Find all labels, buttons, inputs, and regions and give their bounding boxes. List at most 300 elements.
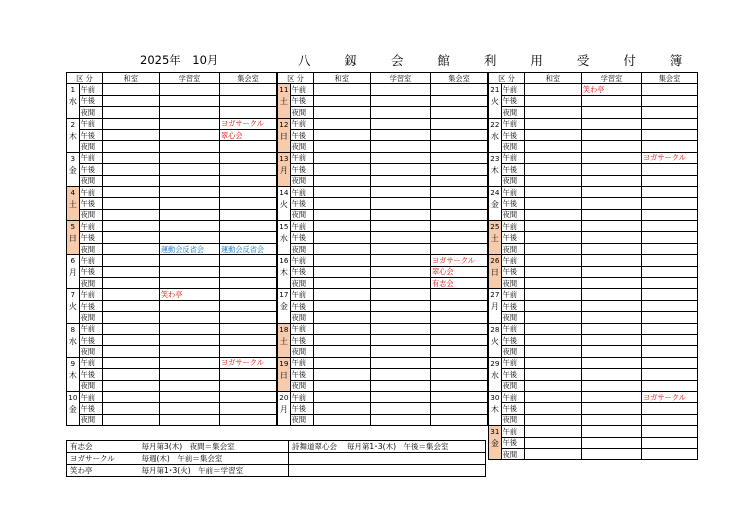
washitsu-slot[interactable] xyxy=(524,164,581,175)
shukai-slot[interactable] xyxy=(430,289,487,300)
gakushu-slot[interactable] xyxy=(159,414,219,425)
shukai-slot[interactable] xyxy=(430,186,487,197)
shukai-slot[interactable] xyxy=(219,107,276,118)
gakushu-slot[interactable] xyxy=(159,300,219,311)
shukai-slot[interactable]: 翠心会 xyxy=(430,266,487,277)
washitsu-slot[interactable] xyxy=(524,107,581,118)
shukai-slot[interactable] xyxy=(642,175,698,186)
gakushu-slot[interactable] xyxy=(370,141,430,152)
gakushu-slot[interactable] xyxy=(159,357,219,368)
shukai-slot[interactable] xyxy=(219,164,276,175)
gakushu-slot[interactable] xyxy=(159,175,219,186)
gakushu-slot[interactable] xyxy=(581,278,641,289)
gakushu-slot[interactable] xyxy=(581,312,641,323)
period-label: 午後 xyxy=(79,164,102,175)
washitsu-slot[interactable] xyxy=(313,300,370,311)
shukai-slot[interactable] xyxy=(642,186,698,197)
gakushu-slot[interactable] xyxy=(370,403,430,414)
washitsu-slot[interactable] xyxy=(102,95,159,106)
washitsu-slot[interactable] xyxy=(524,312,581,323)
washitsu-slot[interactable] xyxy=(524,255,581,266)
washitsu-slot[interactable] xyxy=(524,369,581,380)
washitsu-slot[interactable] xyxy=(524,346,581,357)
washitsu-slot[interactable] xyxy=(102,346,159,357)
shukai-slot[interactable] xyxy=(642,255,698,266)
period-row xyxy=(489,369,698,380)
gakushu-slot[interactable] xyxy=(370,369,430,380)
shukai-slot[interactable] xyxy=(642,289,698,300)
washitsu-slot[interactable] xyxy=(102,141,159,152)
shukai-slot[interactable] xyxy=(219,414,276,425)
washitsu-slot[interactable] xyxy=(102,118,159,129)
shukai-slot[interactable] xyxy=(430,243,487,254)
washitsu-slot[interactable] xyxy=(102,198,159,209)
shukai-slot[interactable] xyxy=(642,221,698,232)
gakushu-slot[interactable] xyxy=(370,278,430,289)
washitsu-slot[interactable] xyxy=(313,346,370,357)
shukai-slot[interactable] xyxy=(642,300,698,311)
washitsu-slot[interactable] xyxy=(524,84,581,95)
washitsu-slot[interactable] xyxy=(102,164,159,175)
washitsu-slot[interactable] xyxy=(102,357,159,368)
gakushu-slot[interactable] xyxy=(370,129,430,140)
shukai-slot[interactable] xyxy=(642,369,698,380)
washitsu-slot[interactable] xyxy=(102,323,159,334)
shukai-slot[interactable] xyxy=(642,448,698,459)
washitsu-slot[interactable] xyxy=(313,129,370,140)
gakushu-slot[interactable] xyxy=(159,95,219,106)
shukai-slot[interactable] xyxy=(642,380,698,391)
gakushu-slot[interactable] xyxy=(159,323,219,334)
gakushu-slot[interactable] xyxy=(159,118,219,129)
washitsu-slot[interactable] xyxy=(524,243,581,254)
shukai-slot[interactable] xyxy=(642,278,698,289)
period-label: 午前 xyxy=(79,118,102,129)
shukai-slot[interactable] xyxy=(430,323,487,334)
washitsu-slot[interactable] xyxy=(313,357,370,368)
gakushu-slot[interactable] xyxy=(370,84,430,95)
gakushu-slot[interactable] xyxy=(370,95,430,106)
shukai-slot[interactable] xyxy=(219,84,276,95)
gakushu-slot[interactable] xyxy=(159,198,219,209)
gakushu-slot[interactable] xyxy=(159,380,219,391)
washitsu-slot[interactable] xyxy=(102,391,159,402)
gakushu-slot[interactable] xyxy=(370,357,430,368)
shukai-slot[interactable]: ヨガサークル xyxy=(642,152,698,163)
washitsu-slot[interactable] xyxy=(524,129,581,140)
shukai-slot[interactable] xyxy=(430,403,487,414)
shukai-slot[interactable] xyxy=(642,266,698,277)
washitsu-slot[interactable] xyxy=(313,84,370,95)
gakushu-slot[interactable] xyxy=(159,266,219,277)
gakushu-slot[interactable] xyxy=(159,391,219,402)
gakushu-slot[interactable] xyxy=(581,243,641,254)
gakushu-slot[interactable] xyxy=(581,175,641,186)
washitsu-slot[interactable] xyxy=(102,175,159,186)
washitsu-slot[interactable] xyxy=(313,175,370,186)
gakushu-slot[interactable] xyxy=(581,437,641,448)
shukai-slot[interactable] xyxy=(219,209,276,220)
washitsu-slot[interactable] xyxy=(524,209,581,220)
washitsu-slot[interactable] xyxy=(524,380,581,391)
gakushu-slot[interactable] xyxy=(159,129,219,140)
washitsu-slot[interactable] xyxy=(102,152,159,163)
shukai-slot[interactable] xyxy=(430,152,487,163)
washitsu-slot[interactable] xyxy=(102,221,159,232)
shukai-slot[interactable] xyxy=(430,232,487,243)
washitsu-slot[interactable] xyxy=(102,380,159,391)
washitsu-slot[interactable] xyxy=(524,289,581,300)
washitsu-slot[interactable] xyxy=(313,118,370,129)
gakushu-slot[interactable] xyxy=(370,266,430,277)
gakushu-slot[interactable] xyxy=(581,198,641,209)
gakushu-slot[interactable] xyxy=(159,186,219,197)
washitsu-slot[interactable] xyxy=(313,414,370,425)
shukai-slot[interactable] xyxy=(642,437,698,448)
shukai-slot[interactable] xyxy=(430,141,487,152)
shukai-slot[interactable] xyxy=(430,164,487,175)
shukai-slot[interactable] xyxy=(430,346,487,357)
washitsu-slot[interactable] xyxy=(102,232,159,243)
gakushu-slot[interactable] xyxy=(370,300,430,311)
gakushu-slot[interactable] xyxy=(581,164,641,175)
shukai-slot[interactable] xyxy=(430,129,487,140)
shukai-slot[interactable] xyxy=(219,186,276,197)
gakushu-slot[interactable] xyxy=(581,255,641,266)
washitsu-slot[interactable] xyxy=(524,323,581,334)
washitsu-slot[interactable] xyxy=(102,403,159,414)
gakushu-slot[interactable] xyxy=(581,448,641,459)
gakushu-slot[interactable] xyxy=(581,403,641,414)
gakushu-slot[interactable] xyxy=(159,164,219,175)
washitsu-slot[interactable] xyxy=(102,300,159,311)
gakushu-slot[interactable] xyxy=(370,414,430,425)
gakushu-slot[interactable] xyxy=(159,346,219,357)
weekday: 月 xyxy=(279,165,288,175)
weekday: 火 xyxy=(68,302,77,312)
gakushu-slot[interactable] xyxy=(370,380,430,391)
gakushu-slot[interactable]: 笑わ亭 xyxy=(581,84,641,95)
period-row xyxy=(278,300,488,311)
washitsu-slot[interactable] xyxy=(313,95,370,106)
washitsu-slot[interactable] xyxy=(524,175,581,186)
washitsu-slot[interactable] xyxy=(102,334,159,345)
shukai-slot[interactable] xyxy=(642,357,698,368)
shukai-slot[interactable] xyxy=(219,380,276,391)
gakushu-slot[interactable] xyxy=(159,403,219,414)
gakushu-slot[interactable] xyxy=(370,221,430,232)
shukai-slot[interactable] xyxy=(642,414,698,425)
washitsu-slot[interactable] xyxy=(313,198,370,209)
washitsu-slot[interactable] xyxy=(102,186,159,197)
washitsu-slot[interactable] xyxy=(313,232,370,243)
gakushu-slot[interactable] xyxy=(159,334,219,345)
gakushu-slot[interactable] xyxy=(581,118,641,129)
gakushu-header: 学習室 xyxy=(581,73,641,84)
gakushu-slot[interactable] xyxy=(159,141,219,152)
shukai-slot[interactable] xyxy=(219,232,276,243)
shukai-slot[interactable]: 翠心会 xyxy=(219,129,276,140)
gakushu-slot[interactable] xyxy=(581,232,641,243)
washitsu-slot[interactable] xyxy=(524,426,581,437)
washitsu-slot[interactable] xyxy=(102,414,159,425)
gakushu-slot[interactable] xyxy=(581,95,641,106)
shukai-slot[interactable]: ヨガサークル xyxy=(430,255,487,266)
day-number: 4 xyxy=(70,187,76,197)
gakushu-slot[interactable] xyxy=(159,312,219,323)
gakushu-slot[interactable] xyxy=(159,369,219,380)
gakushu-slot[interactable] xyxy=(370,391,430,402)
shukai-slot[interactable] xyxy=(219,312,276,323)
washitsu-slot[interactable] xyxy=(313,152,370,163)
gakushu-slot[interactable] xyxy=(370,232,430,243)
washitsu-slot[interactable] xyxy=(313,243,370,254)
weekday: 金 xyxy=(68,404,77,414)
calendar-block-2 xyxy=(277,72,488,426)
shukai-slot[interactable] xyxy=(642,243,698,254)
period-row xyxy=(67,164,277,175)
washitsu-slot[interactable] xyxy=(524,266,581,277)
washitsu-slot[interactable] xyxy=(524,334,581,345)
shukai-slot[interactable] xyxy=(430,198,487,209)
shukai-slot[interactable] xyxy=(219,141,276,152)
gakushu-slot[interactable] xyxy=(370,186,430,197)
gakushu-slot[interactable] xyxy=(370,323,430,334)
washitsu-slot[interactable] xyxy=(524,118,581,129)
washitsu-slot[interactable] xyxy=(524,437,581,448)
shukai-slot[interactable]: ヨガサークル xyxy=(642,391,698,402)
gakushu-slot[interactable] xyxy=(581,186,641,197)
shukai-slot[interactable] xyxy=(219,221,276,232)
period-row xyxy=(278,414,488,425)
shukai-slot[interactable] xyxy=(430,95,487,106)
gakushu-slot[interactable] xyxy=(159,255,219,266)
gakushu-slot[interactable] xyxy=(370,164,430,175)
shukai-slot[interactable] xyxy=(430,107,487,118)
washitsu-slot[interactable] xyxy=(313,107,370,118)
washitsu-slot[interactable] xyxy=(524,198,581,209)
washitsu-slot[interactable] xyxy=(524,391,581,402)
shukai-slot[interactable] xyxy=(642,323,698,334)
washitsu-slot[interactable] xyxy=(313,403,370,414)
shukai-slot[interactable]: 運動会反省会 xyxy=(219,243,276,254)
washitsu-slot[interactable] xyxy=(313,289,370,300)
gakushu-slot[interactable] xyxy=(370,334,430,345)
gakushu-slot[interactable] xyxy=(159,84,219,95)
washitsu-slot[interactable] xyxy=(524,186,581,197)
washitsu-slot[interactable] xyxy=(313,255,370,266)
gakushu-slot[interactable] xyxy=(581,209,641,220)
washitsu-slot[interactable] xyxy=(524,278,581,289)
shukai-slot[interactable] xyxy=(219,369,276,380)
gakushu-slot[interactable] xyxy=(370,346,430,357)
gakushu-slot[interactable]: 笑わ亭 xyxy=(159,289,219,300)
gakushu-slot[interactable] xyxy=(581,426,641,437)
shukai-slot[interactable] xyxy=(219,266,276,277)
washitsu-slot[interactable] xyxy=(313,312,370,323)
gakushu-slot[interactable] xyxy=(581,266,641,277)
washitsu-slot[interactable] xyxy=(524,232,581,243)
shukai-slot[interactable] xyxy=(430,209,487,220)
gakushu-slot[interactable] xyxy=(581,289,641,300)
shukai-slot[interactable] xyxy=(219,152,276,163)
washitsu-slot[interactable] xyxy=(524,141,581,152)
shukai-slot[interactable] xyxy=(430,391,487,402)
shukai-slot[interactable] xyxy=(642,84,698,95)
washitsu-slot[interactable] xyxy=(102,255,159,266)
shukai-slot[interactable] xyxy=(642,129,698,140)
washitsu-slot[interactable] xyxy=(313,334,370,345)
gakushu-slot[interactable] xyxy=(581,346,641,357)
washitsu-slot[interactable] xyxy=(313,164,370,175)
washitsu-slot[interactable] xyxy=(313,278,370,289)
header-row xyxy=(489,73,698,84)
washitsu-slot[interactable] xyxy=(102,84,159,95)
shukai-slot[interactable] xyxy=(219,334,276,345)
shukai-slot[interactable] xyxy=(430,84,487,95)
shukai-slot[interactable] xyxy=(219,255,276,266)
period-row xyxy=(278,152,488,163)
shukai-slot[interactable] xyxy=(219,95,276,106)
gakushu-slot[interactable] xyxy=(581,141,641,152)
washitsu-slot[interactable] xyxy=(524,357,581,368)
washitsu-slot[interactable] xyxy=(313,323,370,334)
gakushu-slot[interactable] xyxy=(581,300,641,311)
note-row xyxy=(67,441,486,453)
washitsu-slot[interactable] xyxy=(102,289,159,300)
washitsu-slot[interactable] xyxy=(313,141,370,152)
gakushu-slot[interactable] xyxy=(581,334,641,345)
shukai-slot[interactable] xyxy=(219,346,276,357)
gakushu-slot[interactable] xyxy=(581,152,641,163)
gakushu-slot[interactable] xyxy=(159,209,219,220)
day-cell xyxy=(489,323,502,357)
gakushu-slot[interactable] xyxy=(370,152,430,163)
shukai-slot[interactable] xyxy=(219,403,276,414)
washitsu-slot[interactable] xyxy=(313,209,370,220)
shukai-slot[interactable] xyxy=(642,141,698,152)
washitsu-slot[interactable] xyxy=(102,278,159,289)
washitsu-slot[interactable] xyxy=(102,243,159,254)
shukai-slot[interactable] xyxy=(642,198,698,209)
shukai-slot[interactable] xyxy=(430,380,487,391)
gakushu-slot[interactable] xyxy=(370,107,430,118)
period-label: 午前 xyxy=(290,255,313,266)
shukai-slot[interactable]: 有志会 xyxy=(430,278,487,289)
gakushu-slot[interactable] xyxy=(581,414,641,425)
washitsu-slot[interactable] xyxy=(102,129,159,140)
shukai-slot[interactable] xyxy=(430,334,487,345)
shukai-slot[interactable] xyxy=(642,232,698,243)
washitsu-slot[interactable] xyxy=(102,266,159,277)
washitsu-slot[interactable] xyxy=(524,152,581,163)
shukai-slot[interactable] xyxy=(642,334,698,345)
washitsu-slot[interactable] xyxy=(313,391,370,402)
gakushu-slot[interactable] xyxy=(370,289,430,300)
washitsu-slot[interactable] xyxy=(524,300,581,311)
gakushu-slot[interactable] xyxy=(159,107,219,118)
shukai-slot[interactable] xyxy=(219,300,276,311)
shukai-slot[interactable] xyxy=(430,221,487,232)
washitsu-slot[interactable] xyxy=(313,369,370,380)
shukai-slot[interactable] xyxy=(430,357,487,368)
gakushu-slot[interactable] xyxy=(581,221,641,232)
washitsu-slot[interactable] xyxy=(102,369,159,380)
shukai-slot[interactable] xyxy=(430,312,487,323)
shukai-slot[interactable] xyxy=(642,95,698,106)
washitsu-slot[interactable] xyxy=(102,312,159,323)
shukai-slot[interactable] xyxy=(642,164,698,175)
washitsu-slot[interactable] xyxy=(313,186,370,197)
shukai-slot[interactable]: ヨガサークル xyxy=(219,357,276,368)
gakushu-slot[interactable] xyxy=(370,175,430,186)
shukai-slot[interactable] xyxy=(219,289,276,300)
shukai-slot[interactable] xyxy=(219,391,276,402)
washitsu-slot[interactable] xyxy=(524,221,581,232)
gakushu-slot[interactable] xyxy=(370,312,430,323)
gakushu-slot[interactable] xyxy=(581,380,641,391)
washitsu-slot[interactable] xyxy=(102,107,159,118)
gakushu-slot[interactable] xyxy=(370,255,430,266)
washitsu-slot[interactable] xyxy=(524,448,581,459)
gakushu-slot[interactable] xyxy=(581,129,641,140)
shukai-slot[interactable] xyxy=(430,118,487,129)
gakushu-slot[interactable] xyxy=(581,369,641,380)
shukai-slot[interactable] xyxy=(219,323,276,334)
gakushu-slot[interactable] xyxy=(159,221,219,232)
shukai-slot[interactable] xyxy=(219,198,276,209)
shukai-slot[interactable] xyxy=(430,414,487,425)
period-label: 午前 xyxy=(501,84,524,95)
shukai-slot[interactable] xyxy=(430,175,487,186)
shukai-slot[interactable] xyxy=(219,175,276,186)
gakushu-slot[interactable] xyxy=(370,118,430,129)
gakushu-slot[interactable] xyxy=(581,323,641,334)
shukai-slot[interactable]: ヨガサークル xyxy=(219,118,276,129)
shukai-slot[interactable] xyxy=(642,312,698,323)
washitsu-slot[interactable] xyxy=(524,414,581,425)
gakushu-slot[interactable] xyxy=(159,152,219,163)
shukai-slot[interactable] xyxy=(642,346,698,357)
note-name: 有志会 xyxy=(70,442,93,451)
washitsu-slot[interactable] xyxy=(313,266,370,277)
shukai-slot[interactable] xyxy=(430,369,487,380)
shukai-slot[interactable] xyxy=(642,209,698,220)
shukai-slot[interactable] xyxy=(219,278,276,289)
shukai-slot[interactable] xyxy=(642,118,698,129)
gakushu-slot[interactable] xyxy=(370,198,430,209)
gakushu-slot[interactable] xyxy=(581,107,641,118)
gakushu-slot[interactable] xyxy=(159,278,219,289)
period-label: 夜間 xyxy=(501,243,524,254)
gakushu-slot[interactable] xyxy=(581,391,641,402)
shukai-slot[interactable] xyxy=(430,300,487,311)
washitsu-slot[interactable] xyxy=(524,95,581,106)
gakushu-slot[interactable] xyxy=(370,243,430,254)
washitsu-slot[interactable] xyxy=(313,221,370,232)
shukai-slot[interactable] xyxy=(642,403,698,414)
washitsu-slot[interactable] xyxy=(102,209,159,220)
gakushu-slot[interactable] xyxy=(159,232,219,243)
shukai-slot[interactable] xyxy=(642,426,698,437)
washitsu-slot[interactable] xyxy=(313,380,370,391)
shukai-slot[interactable] xyxy=(642,107,698,118)
gakushu-slot[interactable] xyxy=(581,357,641,368)
period-row xyxy=(67,232,277,243)
gakushu-slot[interactable] xyxy=(370,209,430,220)
gakushu-slot[interactable]: 運動会反省会 xyxy=(159,243,219,254)
washitsu-slot[interactable] xyxy=(524,403,581,414)
